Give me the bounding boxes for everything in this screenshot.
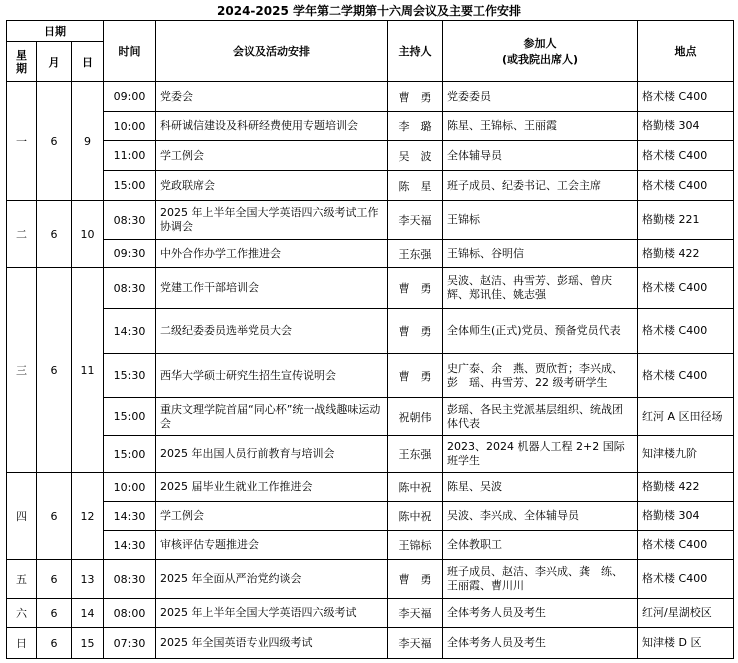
agenda-cell: 学工例会 [156, 502, 388, 531]
location-cell: 红河/星湖校区 [638, 599, 734, 628]
participants-cell: 班子成员、赵洁、李兴成、龚 练、王丽霞、曹川川 [443, 560, 638, 599]
location-cell: 格术楼 C400 [638, 82, 734, 112]
table-row [7, 268, 734, 309]
host-cell: 曹 勇 [388, 354, 443, 398]
participants-header-line2: (或我院出席人) [501, 53, 579, 66]
time-cell: 09:00 [104, 82, 156, 112]
table-row [7, 560, 734, 599]
host-cell: 曹 勇 [388, 268, 443, 309]
time-cell: 09:30 [104, 240, 156, 268]
participants-cell: 史广泰、余 燕、贾欣哲；李兴成、彭 瑶、冉雪芳、22 级考研学生 [443, 354, 638, 398]
host-cell: 王东强 [388, 436, 443, 473]
table-row [7, 309, 734, 354]
host-cell: 吴 波 [388, 141, 443, 171]
agenda-cell: 西华大学硕士研究生招生宣传说明会 [156, 354, 388, 398]
host-cell: 王锦标 [388, 531, 443, 560]
day-cell: 15 [72, 628, 104, 659]
participants-header [443, 21, 638, 82]
time-cell: 15:00 [104, 171, 156, 201]
location-cell: 格勤楼 221 [638, 201, 734, 240]
host-cell: 陈中祝 [388, 473, 443, 502]
table-row [7, 473, 734, 502]
time-cell: 11:00 [104, 141, 156, 171]
month-cell: 6 [37, 268, 72, 473]
participants-cell: 陈星、吴波 [443, 473, 638, 502]
agenda-cell: 2025 年上半年全国大学英语四六级考试 [156, 599, 388, 628]
month-cell: 6 [37, 82, 72, 201]
day-cell: 9 [72, 82, 104, 201]
page-title: 2024-2025 学年第二学期第十六周会议及主要工作安排 [217, 4, 521, 18]
day-cell: 12 [72, 473, 104, 560]
table-row [7, 201, 734, 240]
time-cell: 10:00 [104, 112, 156, 141]
participants-cell: 全体师生(正式)党员、预备党员代表 [443, 309, 638, 354]
host-cell: 陈中祝 [388, 502, 443, 531]
month-cell: 6 [37, 628, 72, 659]
month-cell: 6 [37, 201, 72, 268]
table-row [7, 628, 734, 659]
participants-cell: 王锦标 [443, 201, 638, 240]
participants-cell: 彭瑶、各民主党派基层组织、统战团体代表 [443, 398, 638, 436]
participants-cell: 王锦标、谷明信 [443, 240, 638, 268]
participants-cell: 2023、2024 机器人工程 2+2 国际班学生 [443, 436, 638, 473]
location-cell: 知津楼 D 区 [638, 628, 734, 659]
table-row [7, 240, 734, 268]
participants-cell: 陈星、王锦标、王丽霞 [443, 112, 638, 141]
participants-cell: 吴波、赵洁、冉雪芳、彭瑶、曾庆辉、郑讯佳、姚志强 [443, 268, 638, 309]
time-header: 时间 [104, 21, 156, 82]
host-cell: 曹 勇 [388, 82, 443, 112]
month-header: 月 [37, 42, 72, 82]
time-cell: 15:00 [104, 436, 156, 473]
table-row [7, 141, 734, 171]
participants-cell: 党委委员 [443, 82, 638, 112]
weekday-cell: 三 [7, 268, 37, 473]
table-row [7, 82, 734, 112]
agenda-cell: 党委会 [156, 82, 388, 112]
time-cell: 10:00 [104, 473, 156, 502]
host-cell: 李天福 [388, 628, 443, 659]
weekday-cell: 六 [7, 599, 37, 628]
agenda-cell: 2025 年全面从严治党约谈会 [156, 560, 388, 599]
location-cell: 格勤楼 304 [638, 502, 734, 531]
time-cell: 14:30 [104, 502, 156, 531]
agenda-cell: 二级纪委委员选举党员大会 [156, 309, 388, 354]
table-row [7, 112, 734, 141]
agenda-cell: 科研诚信建设及科研经费使用专题培训会 [156, 112, 388, 141]
participants-cell: 吴波、李兴成、全体辅导员 [443, 502, 638, 531]
time-cell: 08:30 [104, 268, 156, 309]
location-cell: 格术楼 C400 [638, 171, 734, 201]
time-cell: 14:30 [104, 309, 156, 354]
agenda-cell: 中外合作办学工作推进会 [156, 240, 388, 268]
table-row [7, 171, 734, 201]
agenda-cell: 2025 年出国人员行前教育与培训会 [156, 436, 388, 473]
time-cell: 07:30 [104, 628, 156, 659]
table-row [7, 599, 734, 628]
participants-cell: 全体考务人员及考生 [443, 599, 638, 628]
agenda-cell: 重庆文理学院首届“同心杯”统一战线趣味运动会 [156, 398, 388, 436]
day-header: 日 [72, 42, 104, 82]
schedule-body [7, 82, 734, 659]
location-cell: 格术楼 C400 [638, 309, 734, 354]
day-cell: 10 [72, 201, 104, 268]
table-row [7, 531, 734, 560]
host-header: 主持人 [388, 21, 443, 82]
participants-cell: 全体辅导员 [443, 141, 638, 171]
host-cell: 李 璐 [388, 112, 443, 141]
weekday-cell: 四 [7, 473, 37, 560]
location-cell: 格术楼 C400 [638, 560, 734, 599]
time-cell: 15:30 [104, 354, 156, 398]
weekday-cell: 二 [7, 201, 37, 268]
agenda-cell: 党建工作干部培训会 [156, 268, 388, 309]
month-cell: 6 [37, 599, 72, 628]
participants-cell: 全体考务人员及考生 [443, 628, 638, 659]
host-cell: 李天福 [388, 201, 443, 240]
agenda-cell: 党政联席会 [156, 171, 388, 201]
host-cell: 曹 勇 [388, 309, 443, 354]
month-cell: 6 [37, 560, 72, 599]
location-cell: 格术楼 C400 [638, 141, 734, 171]
host-cell: 李天福 [388, 599, 443, 628]
day-cell: 13 [72, 560, 104, 599]
location-cell: 格术楼 C400 [638, 354, 734, 398]
table-row [7, 436, 734, 473]
date-header: 日期 [7, 21, 104, 42]
time-cell: 08:00 [104, 599, 156, 628]
location-cell: 格术楼 C400 [638, 531, 734, 560]
time-cell: 14:30 [104, 531, 156, 560]
weekday-cell: 日 [7, 628, 37, 659]
host-cell: 陈 星 [388, 171, 443, 201]
host-cell: 王东强 [388, 240, 443, 268]
location-cell: 格勤楼 422 [638, 473, 734, 502]
participants-cell: 班子成员、纪委书记、工会主席 [443, 171, 638, 201]
location-cell: 知津楼九阶 [638, 436, 734, 473]
agenda-cell: 2025 年上半年全国大学英语四六级考试工作协调会 [156, 201, 388, 240]
agenda-cell: 2025 届毕业生就业工作推进会 [156, 473, 388, 502]
location-cell: 格术楼 C400 [638, 268, 734, 309]
agenda-cell: 2025 年全国英语专业四级考试 [156, 628, 388, 659]
weekday-cell: 五 [7, 560, 37, 599]
agenda-header: 会议及活动安排 [156, 21, 388, 82]
agenda-cell: 审核评估专题推进会 [156, 531, 388, 560]
table-row [7, 502, 734, 531]
time-cell: 08:30 [104, 560, 156, 599]
location-cell: 格勤楼 422 [638, 240, 734, 268]
host-cell: 祝朝伟 [388, 398, 443, 436]
schedule-table [6, 20, 734, 659]
weekday-header: 星期 [7, 42, 37, 82]
weekday-cell: 一 [7, 82, 37, 201]
participants-cell: 全体教职工 [443, 531, 638, 560]
location-cell: 红河 A 区田径场 [638, 398, 734, 436]
location-header: 地点 [638, 21, 734, 82]
time-cell: 08:30 [104, 201, 156, 240]
participants-header-line1: 参加人 [523, 37, 557, 50]
day-cell: 11 [72, 268, 104, 473]
day-cell: 14 [72, 599, 104, 628]
month-cell: 6 [37, 473, 72, 560]
table-row [7, 398, 734, 436]
time-cell: 15:00 [104, 398, 156, 436]
location-cell: 格勤楼 304 [638, 112, 734, 141]
host-cell: 曹 勇 [388, 560, 443, 599]
table-row [7, 354, 734, 398]
agenda-cell: 学工例会 [156, 141, 388, 171]
